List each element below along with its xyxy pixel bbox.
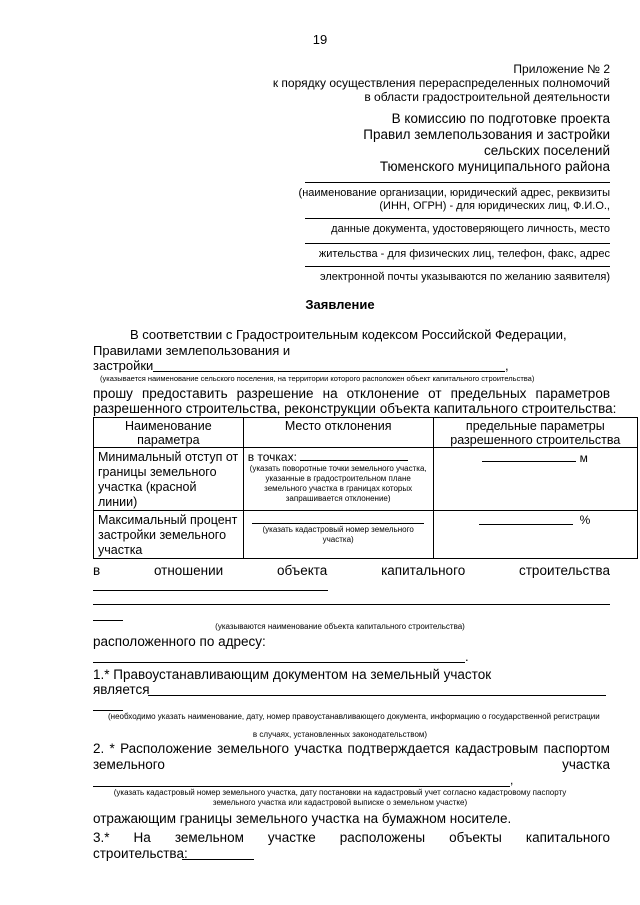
title-document-field[interactable] <box>148 695 606 696</box>
item2-word: 2. <box>93 741 105 756</box>
item1-note-1: (необходимо указать наименование, дату, номер правоустанавливающего документа, информацию о государственной регистрации <box>108 712 600 721</box>
table-row <box>94 448 638 511</box>
table-cell-name: Минимальный отступ от границы земельного участка (красной линии) <box>94 448 244 511</box>
item2-comma: , <box>510 773 514 787</box>
applicant-note-5: электронной почты указываются по желанию заявителя) <box>319 271 610 283</box>
intro-line-2: Правилами землепользования и <box>93 343 291 358</box>
table-row <box>94 511 638 559</box>
intro-line-4: прошу предоставить разрешение на отклонение от предельных параметров <box>93 386 610 401</box>
unit-label: % <box>579 513 591 527</box>
item1-line-1: 1.* Правоустанавливающим документом на земельный участок <box>93 667 492 682</box>
min-setback-field[interactable] <box>482 461 576 462</box>
item2-word: паспортом <box>543 741 610 756</box>
document-title: Заявление <box>305 297 375 312</box>
cadastral-passport-field[interactable] <box>93 786 510 787</box>
table-cell-limit <box>433 511 637 559</box>
existing-objects-field[interactable] <box>182 859 254 860</box>
appendix-line-1: Приложение № 2 <box>513 62 610 76</box>
item3-line-2: строительства: <box>93 846 188 861</box>
item3-word: На <box>133 830 151 845</box>
title-document-field-2[interactable] <box>93 710 123 711</box>
item2-line-2b: участка <box>562 757 610 772</box>
item2-word: подтверждается <box>347 741 450 756</box>
item2-line-1 <box>93 741 610 756</box>
item1-note-2: в случаях, установленных законодательством) <box>252 730 428 739</box>
item3-word: капитального <box>525 830 610 845</box>
relation-note: (указываются наименование объекта капитального строительства) <box>215 622 465 631</box>
appendix-line-2: к порядку осуществления перераспределенных полномочий <box>272 76 610 90</box>
item2-word: * <box>109 741 115 756</box>
address-field[interactable] <box>93 662 465 663</box>
intro-note: (указывается наименование сельского поселения, на территории которого расположен объект капитального строительства) <box>100 374 535 383</box>
intro-line-1: В соответствии с Градостроительным кодексом Российской Федерации, <box>130 327 567 342</box>
address-label: расположенного по адресу: <box>93 634 266 649</box>
item3-word: объекты <box>449 830 502 845</box>
table-cell-place-label: в точках: <box>247 450 297 464</box>
applicant-note-4: жительства - для физических лиц, телефон, факс, адрес <box>318 248 610 260</box>
relation-word: капитального <box>381 563 466 578</box>
max-coverage-field[interactable] <box>479 524 573 525</box>
object-name-field-1[interactable] <box>93 590 328 591</box>
addressee-line-2: Правил землепользования и застройки <box>363 127 610 142</box>
addressee-line-4: Тюменского муниципального района <box>379 159 610 174</box>
item2-note-2: земельного участка или кадастровой выписке о земельном участке) <box>212 798 468 807</box>
object-name-field-3[interactable] <box>93 620 123 621</box>
item2-line-2a: земельного <box>93 757 165 772</box>
points-field[interactable] <box>300 450 408 461</box>
object-name-field-2[interactable] <box>93 604 610 605</box>
addressee-line-3: сельских поселений <box>484 143 610 158</box>
item2-note-1: (указать кадастровый номер земельного участка, дату постановки на кадастровый учет согласно кадастровому паспорту <box>113 788 567 797</box>
item3-line-1 <box>93 830 610 845</box>
applicant-line-3[interactable] <box>305 243 610 244</box>
page-number: 19 <box>312 32 328 47</box>
table-cell-place <box>243 511 433 559</box>
table-cell-place-note: (указать кадастровый номер земельного участка) <box>262 525 414 544</box>
item2-word: Расположение <box>120 741 212 756</box>
relation-word: отношении <box>153 563 224 578</box>
relation-line <box>93 563 610 578</box>
applicant-line-2[interactable] <box>305 218 610 219</box>
relation-word: объекта <box>276 563 328 578</box>
table-header-row <box>94 418 638 448</box>
table-cell-place-note: (указать поворотные точки земельного участка, указанные в градостроительном плане земельного участка в границах которых запрашивается отклонение) <box>249 464 427 503</box>
relation-word: в <box>93 563 101 578</box>
parameters-table <box>93 417 638 559</box>
relation-word: строительства <box>519 563 610 578</box>
item2-word: участка <box>294 741 343 756</box>
item3-word: земельном <box>174 830 244 845</box>
table-cell-limit <box>433 448 637 511</box>
table-header-place: Место отклонения <box>243 418 433 448</box>
intro-line-3: застройки <box>93 358 154 373</box>
addressee-line-1: В комиссию по подготовке проекта <box>391 111 610 126</box>
table-cell-name: Максимальный процент застройки земельного участка <box>94 511 244 559</box>
item3-word: 3.* <box>93 830 110 845</box>
item2-line-3: отражающим границы земельного участка на бумажном носителе. <box>93 811 512 826</box>
item3-word: участке <box>267 830 316 845</box>
intro-comma: , <box>505 358 509 373</box>
appendix-line-3: в области градостроительной деятельности <box>364 90 610 104</box>
applicant-line-4[interactable] <box>305 266 610 267</box>
applicant-note-3: данные документа, удостоверяющего личность, место <box>331 223 610 235</box>
intro-line-5: разрешенного строительства, реконструкции объекта капитального строительства: <box>93 401 617 416</box>
item1-line-2: является <box>93 682 150 697</box>
table-header-limits: предельные параметры разрешенного строительства <box>433 418 637 448</box>
table-header-name: Наименование параметра <box>94 418 244 448</box>
item3-word: расположены <box>339 830 426 845</box>
item2-word: кадастровым <box>455 741 539 756</box>
cadastral-number-field[interactable] <box>252 523 424 524</box>
table-cell-place <box>243 448 433 511</box>
item2-word: земельного <box>217 741 290 756</box>
applicant-note-1: (наименование организации, юридический адрес, реквизиты <box>298 187 610 199</box>
applicant-line-1[interactable] <box>305 182 610 183</box>
address-period: . <box>465 649 469 664</box>
unit-label: м <box>579 451 588 465</box>
applicant-note-2: (ИНН, ОГРН) - для юридических лиц, Ф.И.О., <box>379 200 610 212</box>
settlement-name-field[interactable] <box>153 371 505 372</box>
